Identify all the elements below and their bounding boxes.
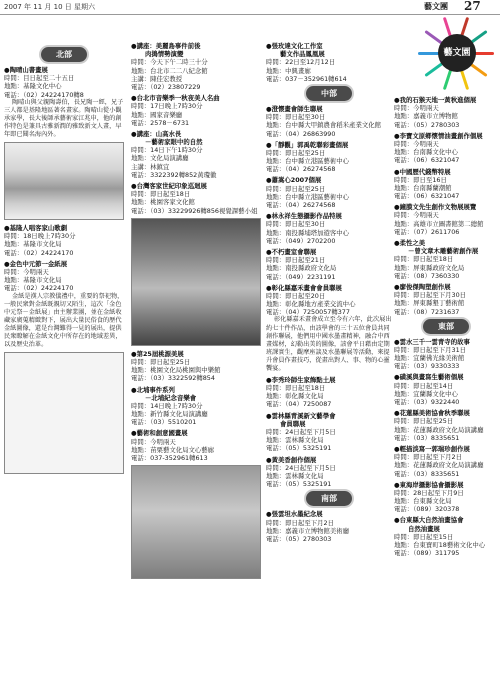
column-north-2 [131,42,261,583]
event-title: ●澄懷畫會師生聯展 [266,104,323,113]
event-detail: 地點：高雄市立圖書館第二總館 [394,219,484,228]
event-detail: 電話：（04）26274568 [266,165,336,174]
event-detail: 地點：桃園文化局桃園與中樂館 [131,366,221,375]
event-detail: 電話：（05）2780303 [266,534,332,543]
event-title: ●雲水三千一雲青寺的故事 [394,337,470,346]
event-title: ●台東縣大自然油畫協會 [394,516,464,525]
event-detail: 地點：花蓮縣政府文化局演講廳 [394,425,484,434]
event-detail: 電話：（03）5510201 [131,418,197,427]
event-subtitle: －北埔紀念音樂會 [145,393,197,402]
event-subtitle: －藝術家眼中的自然 [145,138,203,147]
landscape-painting-image [4,142,124,220]
event-detail: 時間：24日起至下月5日 [266,428,336,436]
event-detail: 地點：宜蘭縣文化中心 [394,389,458,398]
event-detail: 地點：台中縣大甲鎮農會稻米產業文化館 [266,121,382,130]
event-detail: 電話：037-352961轉613 [131,454,208,462]
event-title: ●張雲坦水墨紀念展 [266,510,323,519]
event-subtitle: 藝文作品鳳凰展 [280,50,325,59]
event-detail: 地點：花蓮縣政府文化局演講廳 [394,461,484,470]
event-listing [131,94,261,127]
event-detail: 地點：嘉義市立博物館 [394,112,458,121]
musician-photo-image [131,465,261,579]
event-detail: 地點：苗栗藝文化局文心藝廊 [131,445,215,454]
event-detail: 電話：（08）7231637 [394,307,460,316]
event-listing [394,409,498,442]
event-detail: 時間：即日起至14日 [394,381,454,390]
event-listing [394,516,498,557]
event-listing [266,248,392,281]
event-listing [266,510,392,543]
event-detail: 電話：（03）3322592轉854 [131,374,215,383]
event-title: ●磺溪與畫寫生藝術個展 [394,373,464,382]
event-listing [266,376,392,409]
event-detail: 電話：（04）26863990 [266,129,336,138]
event-detail: 時間：即日起至下月2日 [394,453,462,462]
event-detail: 地點：桃園客家文化館 [131,198,195,207]
page-header [0,0,500,15]
event-detail: 地點：南投縣政府文化局 [266,264,337,273]
event-detail: 電話：（03）33229926轉856視覺課藝小姐 [131,206,258,215]
event-detail: 電話：（03）9322440 [394,398,460,406]
column-north [4,44,124,478]
event-title: ●藝術和創意國畫展 [131,429,188,438]
event-listing [394,445,498,478]
event-listing [266,42,392,83]
event-detail: 地點：屏東縣政府文化局 [394,263,465,272]
event-title: ●張玫達文化工作室 [266,42,323,50]
event-description: 金紙是漢人宗教儀禮中，重要的祭祀物，一般民衆對金紙既親切又陌生，這次「金色中元祭－金紙展」由主辦業團，並在金紙收藏家廣蒐精緻對下，展出大量民俗食的歷代金紙圖像，還是台灣難得一見的展出，提供民衆瞭解在金紙文化中所存在的地域差異，以及歷史治革。 [4,292,124,348]
event-listing [131,130,261,179]
event-detail: 時間：即日起至15日 [394,532,454,541]
event-listing [394,481,498,514]
event-detail: 時間：即日起至20日 [266,291,326,300]
event-detail: 時間：目日起至二十五日 [4,74,75,83]
event-title: ●黃美香創作個展 [266,455,317,464]
event-title: ●不朽畫室會聯展 [266,247,317,256]
event-detail: 時間：即日起至18日 [394,255,454,264]
event-detail: 時間：22日至12月12日 [266,58,336,67]
event-detail: 時間：今明兩天 [394,139,439,148]
event-detail: 電話：（089）311795 [394,549,460,558]
event-listing [394,373,498,406]
event-title: ●輕描淡寫一郭瑞珍創作展 [394,444,470,453]
event-listing [266,176,392,209]
event-detail: 地點：基隆文化中心 [4,82,62,91]
event-listing [131,429,261,462]
event-detail: 時間：即日起至30日 [266,220,326,229]
event-title: ●蕭嵩心2007個展 [266,176,322,185]
event-subtitle: 肉搗情勢演變 [145,50,184,59]
event-detail: 電話：（03）9330333 [394,362,460,371]
event-detail: 地點：雲林縣文化局 [266,471,324,480]
event-listing [394,239,498,280]
event-detail: 電話：（03）8335651 [394,433,460,442]
event-listing [266,284,392,373]
event-detail: 地點：文化局演講廳 [131,154,189,163]
event-detail: 時間：今明兩天 [4,268,49,276]
event-detail: 時間：今明兩天 [131,437,176,446]
event-detail: 地點：基隆市文化局 [4,276,62,285]
issue-date: 2007 年 11 月 10 日 星期六 [4,3,95,11]
event-detail: 電話：（05）2780303 [394,120,460,129]
event-title: ●金色中元節一金紙展 [4,259,68,268]
event-detail: 地點：南投縣埔塔加遊客中心 [266,228,350,237]
event-detail: 地點：宜蘭佛光緣美術館 [394,354,465,363]
event-detail: 時間：即日起至18日 [131,190,191,199]
event-detail: 時間：即日起至25日 [266,184,326,193]
event-detail: 電話：（06）6321047 [394,156,460,165]
event-listing [394,132,498,165]
event-title: ●第25屆桃源美展 [131,349,184,358]
event-detail: 地點：中興畫廊 [266,66,311,75]
section-logo [420,16,496,92]
event-detail: 電話：（05）5325191 [266,480,332,489]
event-description: 彰化縣嘉禾畫會成立至今有六年，此次展出約七十件作品，由該學會的三十五位會員共同創作聯展，他們用中國水墨畫精神，融合中西畫媒材，幻勒出美的圖像，該會平日藉由定期班課實生，觀摩座談及水墨聯展等活動，來提升會員作畫技巧，從畫出對人、事、物的心靈饗宴。 [266,316,392,372]
historic-photo-image [131,218,261,346]
event-title: ●中國歷代錢幣特展 [394,167,451,176]
column-central [266,42,392,546]
event-detail: 主講：林鎮宜 [131,162,170,171]
event-detail: 地點：台北市二二八紀念館 [131,66,208,75]
event-detail: 時間：即日起至25日 [394,417,454,426]
event-title: ●講座：美麗島事件前後 [131,42,201,50]
event-detail: 地點：嘉義市立博物館美術廳 [266,526,350,535]
event-title: ●「靜觀」郭禹乾聯彩畫個展 [266,140,349,149]
event-listing [266,412,392,453]
event-title: ●台灣客家世紀印象巡迴展 [131,182,207,190]
event-title: ●基隆人唱客家山歌劇 [4,224,68,233]
event-detail: 時間：即日起至21日 [266,256,326,265]
event-detail: 地點：台東縣文化局 [394,497,452,506]
event-listing [266,141,392,174]
event-detail: 地點：屏東縣墾丁藝術館 [394,299,465,308]
event-detail: 時間：即日起至下月2日 [266,518,334,527]
event-detail: 時間：24日起至下月5日 [266,463,336,472]
event-title: ●李秀玲師生家飾點土展 [266,375,336,384]
event-title: ●北埔事件系列 [131,385,175,394]
logo-text: 藝文園 [438,34,476,72]
event-title: ●李寶文原鄉懷情油畫創作個展 [394,131,483,140]
event-title: ●我的石猴天地一黃秋進個展 [394,96,477,104]
event-detail: 地點：彰化縣文化局 [266,392,324,401]
event-detail: 電話：（03）8335651 [394,469,460,478]
event-listing [4,260,124,349]
event-title: ●鐘膜文先生創作文物展展覽 [394,203,477,212]
event-detail: 電話：（04）7250087 [266,400,332,409]
event-detail: 地點：國家音樂廳 [131,110,183,119]
event-detail: 主講：陳佳宏教授 [131,74,183,83]
event-listing [394,338,498,371]
event-title: ●彰化縣嘉禾畫會會員聯展 [266,283,342,292]
section-name: 藝文團 [424,2,448,11]
event-listing [266,456,392,489]
event-description: 陶晴山與父親陶壽伯，長兄陶一經，兄子三人都是基隆地區著名畫家。陶晴山從小觀承家學，長大後師承藝術家江兆申，他的創作特色是兼具古雅新潤的雅致新文人畫，早年即已聞名海內外。 [4,98,124,138]
event-title: ●台北市音樂季一秋夜美人名曲 [131,94,220,103]
event-listing [394,168,498,201]
event-detail: 電話：（07）2611706 [394,227,460,236]
event-detail: 電話：（049）2702200 [266,236,336,245]
event-detail: 電話：（04）7250057轉377 [266,308,350,317]
event-detail: 地點：台中縣立港區藝術中心 [266,192,350,201]
event-detail: 地點：台南縣蘭潮館 [394,183,452,192]
event-detail: 時間：今明兩天 [394,211,439,220]
event-detail: 時間：14日晚上7時30分 [131,401,203,410]
column-south-east [394,96,498,560]
event-title: ●陶晴山書畫展 [4,66,48,74]
event-detail: 電話：（02）24224170轉8 [4,90,84,99]
event-detail: 時間：14日下午1時30分 [131,146,203,155]
event-detail: 時間：即日起至下月31日 [394,345,467,354]
event-listing [4,66,124,139]
event-listing [394,96,498,129]
event-detail: 時間：即日起至18日 [266,384,326,393]
event-listing [131,386,261,427]
event-listing [131,182,261,215]
event-detail: 時間：28日起至下月9日 [394,488,464,497]
event-detail: 電話：2578－6731 [131,118,190,127]
event-detail: 地點：台東寶町18藝術文化中心 [394,541,486,549]
event-detail: 電話：（089）320378 [394,505,460,514]
paper-money-image [4,352,124,474]
event-title: ●雲林縣青溪新文藝學會 [266,411,336,420]
region-badge-south: 南部 [306,491,352,506]
event-title: ●花蓮縣美術協會秋季聯展 [394,409,470,418]
event-listing [266,105,392,138]
event-detail: 時間：即日起至下月30日 [394,291,467,300]
event-detail: 地點：雲林縣文化局 [266,436,324,445]
event-detail: 地點：彰化縣地方產業交流中心 [266,300,356,309]
event-title: ●林永祥生態攝影作品特展 [266,212,342,221]
event-detail: 電話：（02）23807229 [131,82,201,91]
event-subtitle: －曾文章木雕藝術創作展 [408,247,479,256]
page-number: 27 [464,0,481,13]
region-badge-central: 中部 [306,86,352,101]
event-listing [4,224,124,257]
event-listing [131,42,261,91]
event-detail: 地點：台南縣文化中心 [394,148,458,157]
event-detail: 地點：台中縣立港區藝術中心 [266,157,350,166]
event-detail: 電話：（06）6321047 [394,192,460,201]
region-badge-east: 東部 [423,319,469,334]
event-listing [394,203,498,236]
event-listing [266,212,392,245]
event-detail: 地點：基隆市文化局 [4,240,62,249]
event-title: ●廖俊傑陶塑創作展 [394,282,451,291]
event-detail: 時間：17日晚上7時30分 [131,102,203,111]
event-subtitle: 會員聯展 [280,419,306,428]
event-listing [131,350,261,383]
event-detail: 電話：（08）7360330 [394,271,460,280]
event-detail: 電話：（02）24224170 [4,284,74,293]
event-detail: 時間：今明兩天 [394,104,439,113]
event-title: ●講座：山高水長 [131,129,182,138]
event-detail: 電話：（04）26274568 [266,201,336,209]
event-detail: 電話：3322392轉852黃瓊徽 [131,170,217,179]
event-detail: 電話：（049）2231191 [266,272,336,281]
region-badge-north: 北部 [41,47,87,62]
event-title: ●柔性之美 [394,239,426,247]
event-detail: 時間：即日起至25日 [266,148,326,157]
event-title: ●東海岸攝影協會攝影展 [394,480,464,489]
event-detail: 地點：新竹縣文化局演講廳 [131,410,208,419]
event-detail: 時間：即日起至30日 [266,113,326,122]
event-detail: 電話：（05）5325191 [266,444,332,453]
event-detail: 時間：即日起至25日 [131,357,191,366]
event-listing [394,283,498,316]
event-subtitle: 自然油畫展 [408,524,440,533]
event-detail: 時間：即日至16日 [394,175,447,184]
event-detail: 時間：今天下午二時三十分 [131,58,208,67]
event-detail: 時間：18日晚上7時30分 [4,232,76,241]
event-detail: 電話：037－352961轉614 [266,74,347,83]
event-detail: 電話：（02）24224170 [4,248,74,257]
